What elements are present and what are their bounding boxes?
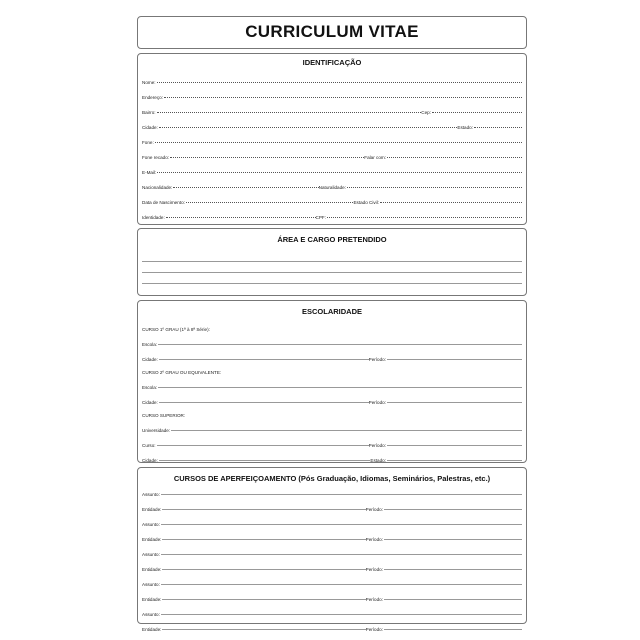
email-line[interactable]: [157, 172, 522, 173]
area-line-2[interactable]: [142, 262, 522, 273]
periodo-line[interactable]: [384, 539, 522, 540]
entidade-line[interactable]: [162, 509, 365, 510]
field-entidade[interactable]: Entidade: Período:: [142, 617, 522, 632]
entidade-line[interactable]: [162, 539, 365, 540]
periodo-line[interactable]: [384, 569, 522, 570]
field-nacionalidade[interactable]: Nacionalidade: Naturalidade:: [142, 175, 522, 190]
periodo-1-line[interactable]: [387, 359, 522, 360]
field-cidade-3[interactable]: Cidade: Estado:: [142, 448, 522, 463]
cep-line[interactable]: [432, 112, 522, 113]
curso1-heading: CURSO 1º GRAU (1ª à 8ª Série):: [142, 327, 210, 332]
field-entidade[interactable]: Entidade: Período:: [142, 587, 522, 602]
title-box: [137, 16, 527, 49]
field-cidade-1[interactable]: Cidade: Período:: [142, 347, 522, 362]
field-assunto[interactable]: Assunto:: [142, 512, 522, 527]
assunto-line[interactable]: [161, 524, 522, 525]
estado-civil-label: Estado Civil:: [353, 200, 379, 205]
cidade-1-line[interactable]: [159, 359, 369, 360]
field-entidade[interactable]: Entidade: Período:: [142, 497, 522, 512]
nacionalidade-line[interactable]: [173, 187, 318, 188]
entidade-line[interactable]: [162, 629, 365, 630]
field-assunto[interactable]: Assunto:: [142, 542, 522, 557]
periodo-2-line[interactable]: [387, 402, 522, 403]
cursos-section: [137, 467, 527, 632]
field-universidade[interactable]: Universidade:: [142, 418, 522, 433]
field-fone[interactable]: Fone:: [142, 130, 522, 145]
entidade-line[interactable]: [162, 599, 365, 600]
assunto-line[interactable]: [161, 584, 522, 585]
falar-com-line[interactable]: [387, 157, 522, 158]
periodo-line[interactable]: [384, 629, 522, 630]
cidade-line[interactable]: [159, 127, 458, 128]
fone-recado-line[interactable]: [170, 157, 364, 158]
field-nascimento[interactable]: Data de Nascimento: Estado Civil:: [142, 190, 522, 205]
identificacao-section: [137, 53, 527, 225]
field-escola-1[interactable]: Escola:: [142, 332, 522, 347]
area-section: [137, 228, 527, 296]
cursos-title: CURSOS DE APERFEIÇOAMENTO (Pós Graduação, Idiomas, Seminários, Palestras, etc.): [173, 474, 491, 483]
endereco-line[interactable]: [164, 97, 522, 98]
field-escola-2[interactable]: Escola:: [142, 375, 522, 390]
field-curso[interactable]: Curso: Período:: [142, 433, 522, 448]
escola-1-line[interactable]: [158, 344, 522, 345]
fone-line[interactable]: [155, 142, 522, 143]
periodo-line[interactable]: [384, 509, 522, 510]
cv-form: [137, 16, 531, 632]
field-cidade[interactable]: Cidade: Estado:: [142, 115, 522, 130]
field-endereco[interactable]: Endereço:: [142, 85, 522, 100]
entidade-line[interactable]: [162, 569, 365, 570]
estado-civil-line[interactable]: [380, 202, 522, 203]
nome-line[interactable]: [157, 82, 522, 83]
escola-2-line[interactable]: [158, 387, 522, 388]
nascimento-line[interactable]: [186, 202, 354, 203]
assunto-line[interactable]: [161, 494, 522, 495]
field-bairro[interactable]: Bairro: Cep:: [142, 100, 522, 115]
curso-line[interactable]: [157, 445, 369, 446]
field-entidade[interactable]: Entidade: Período:: [142, 527, 522, 542]
area-title: ÁREA E CARGO PRETENDIDO: [277, 235, 387, 244]
cidade-3-line[interactable]: [159, 460, 371, 461]
identidade-line[interactable]: [166, 217, 316, 218]
page-title: CURRICULUM VITAE: [245, 22, 419, 41]
field-assunto[interactable]: Assunto:: [142, 482, 522, 497]
curso2-heading: CURSO 2º GRAU OU EQUIVALENTE:: [142, 370, 222, 375]
field-assunto[interactable]: Assunto:: [142, 602, 522, 617]
estado-3-line[interactable]: [387, 460, 522, 461]
estado-line[interactable]: [474, 127, 522, 128]
field-assunto[interactable]: Assunto:: [142, 572, 522, 587]
identificacao-title: IDENTIFICAÇÃO: [302, 58, 362, 67]
field-email[interactable]: E-Mail:: [142, 160, 522, 175]
escolaridade-title: ESCOLARIDADE: [301, 307, 362, 316]
cpf-line[interactable]: [327, 217, 522, 218]
field-fone-recado[interactable]: Fone recado: Falar com:: [142, 145, 522, 160]
falar-com-label: Falar com:: [364, 155, 386, 160]
area-line-1[interactable]: [142, 251, 522, 262]
cpf-label: CPF:: [315, 215, 326, 220]
field-cidade-2[interactable]: Cidade: Período:: [142, 390, 522, 405]
periodo-3-line[interactable]: [387, 445, 522, 446]
field-identidade[interactable]: Identidade: CPF:: [142, 205, 522, 220]
naturalidade-line[interactable]: [347, 187, 522, 188]
escolaridade-section: [137, 300, 527, 463]
naturalidade-label: Naturalidade:: [318, 185, 346, 190]
assunto-line[interactable]: [161, 554, 522, 555]
cidade-2-line[interactable]: [159, 402, 369, 403]
estado-label: Estado:: [457, 125, 473, 130]
cep-label: Cep:: [421, 110, 431, 115]
area-line-3[interactable]: [142, 273, 522, 284]
periodo-line[interactable]: [384, 599, 522, 600]
superior-heading: CURSO SUPERIOR:: [142, 413, 186, 418]
assunto-line[interactable]: [161, 614, 522, 615]
field-nome[interactable]: Nome:: [142, 70, 522, 85]
bairro-line[interactable]: [157, 112, 422, 113]
universidade-line[interactable]: [171, 430, 522, 431]
field-entidade[interactable]: Entidade: Período:: [142, 557, 522, 572]
